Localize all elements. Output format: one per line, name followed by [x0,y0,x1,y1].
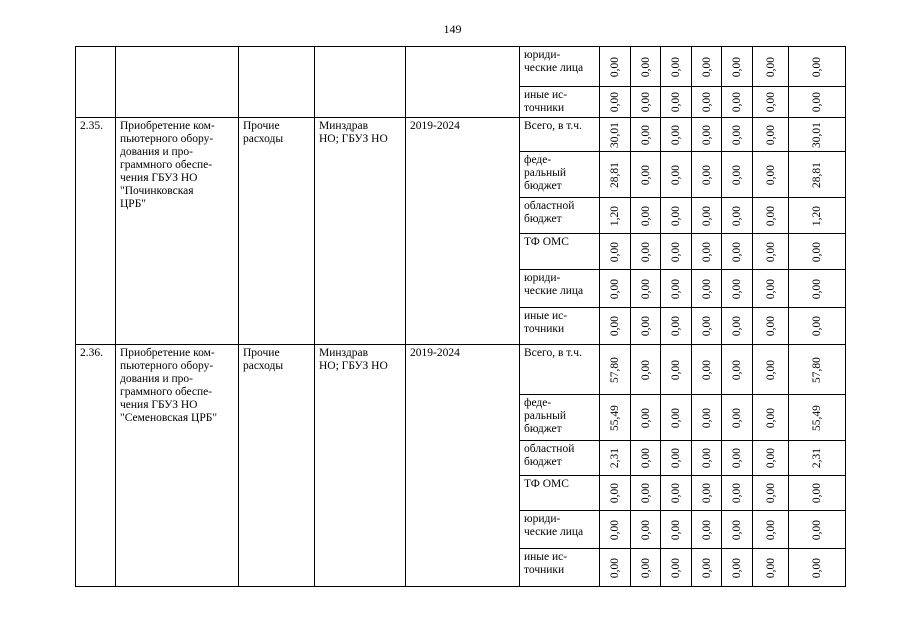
funding-source: Всего, в т.ч. [520,345,600,395]
value-text: 0,00 [670,164,682,185]
year-value-cell [722,234,753,270]
value-text: 55,49 [609,404,621,431]
year-value-cell [692,308,722,345]
value-text: 0,00 [670,447,682,469]
funding-source: юриди- ческие лица [520,270,600,308]
total-value-cell [789,270,846,308]
year-value-cell [600,549,631,587]
value-text: 0,00 [700,447,713,469]
year-value-cell [692,47,722,87]
year-value-cell [600,476,631,511]
year-value-cell [661,47,692,87]
year-value-cell [753,511,789,549]
table-row [76,118,846,152]
item-title: Приобретение ком- пьютерного обору- дования и про- граммного обеспе- чения ГБУЗ НО "Починковская ЦРБ" [116,118,239,345]
value-text: 0,00 [700,519,713,540]
year-value-cell [600,47,631,87]
year-value-cell [692,270,722,308]
year-value-cell [600,234,631,270]
empty-cell [76,47,116,118]
year-value-cell [631,270,661,308]
value-text: 0,00 [670,557,682,578]
year-value-cell [661,549,692,587]
year-value-cell [692,87,722,118]
value-text: 0,00 [639,557,652,578]
year-value-cell [661,511,692,549]
value-text: 0,00 [731,56,743,77]
year-value-cell [600,118,631,152]
year-value-cell [722,549,753,587]
value-text: 0,00 [700,91,713,113]
executor: Минздрав НО; ГБУЗ НО [315,345,406,587]
year-value-cell [722,118,753,152]
value-text: 0,00 [731,124,743,145]
value-text: 0,00 [811,278,823,299]
value-text: 0,00 [670,315,682,337]
funding-source: ТФ ОМС [520,476,600,511]
table-row [76,47,846,87]
executor: Минздрав НО; ГБУЗ НО [315,118,406,345]
value-text: 0,00 [764,241,777,262]
value-text: 0,00 [609,557,621,578]
year-value-cell [631,441,661,476]
value-text: 0,00 [764,557,777,578]
value-text: 0,00 [609,482,621,504]
year-value-cell [692,476,722,511]
value-text: 0,00 [700,278,713,299]
year-value-cell [661,476,692,511]
total-value-cell [789,345,846,395]
value-text: 0,00 [700,56,713,77]
value-text: 0,00 [764,56,777,77]
value-text: 0,00 [811,519,823,540]
year-value-cell [661,395,692,441]
year-value-cell [600,441,631,476]
year-value-cell [692,234,722,270]
financing-table [75,46,846,587]
value-text: 0,00 [639,278,652,299]
value-text: 0,00 [764,205,777,226]
value-text: 0,00 [639,56,652,77]
year-value-cell [661,308,692,345]
year-value-cell [600,152,631,198]
year-value-cell [722,308,753,345]
empty-cell [116,47,239,118]
value-text: 0,00 [700,315,713,337]
year-value-cell [753,345,789,395]
year-value-cell [753,47,789,87]
year-value-cell [600,87,631,118]
value-text: 0,00 [670,56,682,77]
year-value-cell [722,441,753,476]
value-text: 0,00 [731,407,743,428]
year-value-cell [753,152,789,198]
total-value-cell [789,511,846,549]
value-text: 0,00 [764,519,777,540]
value-text: 0,00 [731,315,743,337]
value-text: 0,00 [609,91,621,113]
value-text: 2,31 [811,447,823,469]
value-text: 1,20 [609,205,621,226]
value-text: 0,00 [811,241,823,262]
value-text: 0,00 [700,205,713,226]
value-text: 28,81 [811,161,823,188]
expense-type: Прочие расходы [239,118,315,345]
value-text: 0,00 [609,278,621,299]
year-value-cell [600,345,631,395]
value-text: 0,00 [731,447,743,469]
year-value-cell [631,118,661,152]
total-value-cell [789,87,846,118]
year-value-cell [753,308,789,345]
funding-source: юриди- ческие лица [520,511,600,549]
value-text: 28,81 [609,161,621,188]
year-value-cell [631,198,661,234]
value-text: 0,00 [764,315,777,337]
value-text: 0,00 [670,241,682,262]
value-text: 0,00 [639,447,652,469]
year-value-cell [692,198,722,234]
year-value-cell [722,87,753,118]
year-value-cell [600,270,631,308]
item-number: 2.36. [76,345,116,587]
value-text: 0,00 [670,519,682,540]
year-value-cell [692,441,722,476]
year-value-cell [631,234,661,270]
empty-cell [315,47,406,118]
value-text: 0,00 [670,205,682,226]
value-text: 0,00 [764,124,777,145]
implementation-period: 2019-2024 [406,118,520,345]
funding-source: иные ис- точники [520,87,600,118]
value-text: 0,00 [609,315,621,337]
value-text: 0,00 [811,557,823,578]
year-value-cell [692,511,722,549]
value-text: 0,00 [670,359,682,380]
value-text: 0,00 [639,315,652,337]
year-value-cell [600,511,631,549]
value-text: 0,00 [811,315,823,337]
year-value-cell [753,441,789,476]
value-text: 1,20 [811,205,823,226]
funding-source: иные ис- точники [520,549,600,587]
empty-cell [239,47,315,118]
value-text: 0,00 [811,482,823,504]
funding-source: областной бюджет [520,441,600,476]
value-text: 0,00 [700,557,713,578]
value-text: 0,00 [731,91,743,113]
total-value-cell [789,152,846,198]
funding-source: иные ис- точники [520,308,600,345]
page-number: 149 [443,22,462,36]
year-value-cell [600,308,631,345]
value-text: 0,00 [670,278,682,299]
value-text: 0,00 [700,124,713,145]
value-text: 55,49 [811,404,823,431]
year-value-cell [661,345,692,395]
year-value-cell [692,152,722,198]
year-value-cell [753,395,789,441]
value-text: 0,00 [731,205,743,226]
year-value-cell [631,511,661,549]
total-value-cell [789,308,846,345]
value-text: 57,80 [609,356,621,383]
year-value-cell [692,549,722,587]
year-value-cell [753,87,789,118]
year-value-cell [722,270,753,308]
value-text: 0,00 [639,359,652,380]
value-text: 0,00 [609,56,621,77]
value-text: 0,00 [731,164,743,185]
total-value-cell [789,395,846,441]
value-text: 0,00 [700,407,713,428]
year-value-cell [692,395,722,441]
implementation-period: 2019-2024 [406,345,520,587]
value-text: 0,00 [731,557,743,578]
empty-cell [406,47,520,118]
year-value-cell [631,345,661,395]
year-value-cell [600,198,631,234]
value-text: 57,80 [811,356,823,383]
year-value-cell [631,308,661,345]
value-text: 0,00 [811,91,823,113]
value-text: 0,00 [700,164,713,185]
value-text: 0,00 [670,407,682,428]
value-text: 0,00 [700,482,713,504]
item-title: Приобретение ком- пьютерного обору- дования и про- граммного обеспе- чения ГБУЗ НО "Семеновская ЦРБ" [116,345,239,587]
year-value-cell [753,270,789,308]
value-text: 0,00 [764,359,777,380]
value-text: 0,00 [639,519,652,540]
total-value-cell [789,234,846,270]
year-value-cell [661,441,692,476]
value-text: 0,00 [731,278,743,299]
year-value-cell [722,345,753,395]
year-value-cell [753,118,789,152]
value-text: 0,00 [639,407,652,428]
year-value-cell [753,234,789,270]
item-number: 2.35. [76,118,116,345]
year-value-cell [692,118,722,152]
total-value-cell [789,198,846,234]
value-text: 2,31 [609,447,621,469]
value-text: 0,00 [731,519,743,540]
value-text: 0,00 [700,241,713,262]
value-text: 0,00 [764,407,777,428]
value-text: 0,00 [764,278,777,299]
value-text: 0,00 [639,164,652,185]
total-value-cell [789,549,846,587]
total-value-cell [789,47,846,87]
year-value-cell [631,47,661,87]
value-text: 0,00 [764,447,777,469]
year-value-cell [722,395,753,441]
value-text: 0,00 [639,124,652,145]
value-text: 0,00 [639,205,652,226]
table-row [76,345,846,395]
value-text: 0,00 [811,56,823,77]
value-text: 0,00 [764,164,777,185]
year-value-cell [631,87,661,118]
expense-type: Прочие расходы [239,345,315,587]
year-value-cell [753,476,789,511]
value-text: 0,00 [731,241,743,262]
funding-source: феде- ральный бюджет [520,152,600,198]
year-value-cell [631,476,661,511]
funding-source: юриди- ческие лица [520,47,600,87]
year-value-cell [661,118,692,152]
value-text: 0,00 [670,124,682,145]
year-value-cell [661,234,692,270]
value-text: 0,00 [609,519,621,540]
year-value-cell [661,87,692,118]
year-value-cell [692,345,722,395]
value-text: 0,00 [639,482,652,504]
funding-source: феде- ральный бюджет [520,395,600,441]
value-text: 0,00 [731,359,743,380]
year-value-cell [600,395,631,441]
year-value-cell [753,549,789,587]
year-value-cell [631,152,661,198]
year-value-cell [722,198,753,234]
value-text: 0,00 [731,482,743,504]
value-text: 0,00 [764,91,777,113]
value-text: 30,01 [609,121,621,148]
value-text: 0,00 [670,482,682,504]
year-value-cell [661,198,692,234]
value-text: 0,00 [639,241,652,262]
year-value-cell [722,476,753,511]
year-value-cell [722,47,753,87]
year-value-cell [661,152,692,198]
value-text: 0,00 [639,91,652,113]
value-text: 30,01 [811,121,823,148]
year-value-cell [661,270,692,308]
total-value-cell [789,118,846,152]
value-text: 0,00 [609,241,621,262]
year-value-cell [722,152,753,198]
funding-source: областной бюджет [520,198,600,234]
funding-source: ТФ ОМС [520,234,600,270]
value-text: 0,00 [700,359,713,380]
value-text: 0,00 [764,482,777,504]
total-value-cell [789,441,846,476]
year-value-cell [631,549,661,587]
year-value-cell [631,395,661,441]
value-text: 0,00 [670,91,682,113]
year-value-cell [753,198,789,234]
total-value-cell [789,476,846,511]
funding-source: Всего, в т.ч. [520,118,600,152]
year-value-cell [722,511,753,549]
